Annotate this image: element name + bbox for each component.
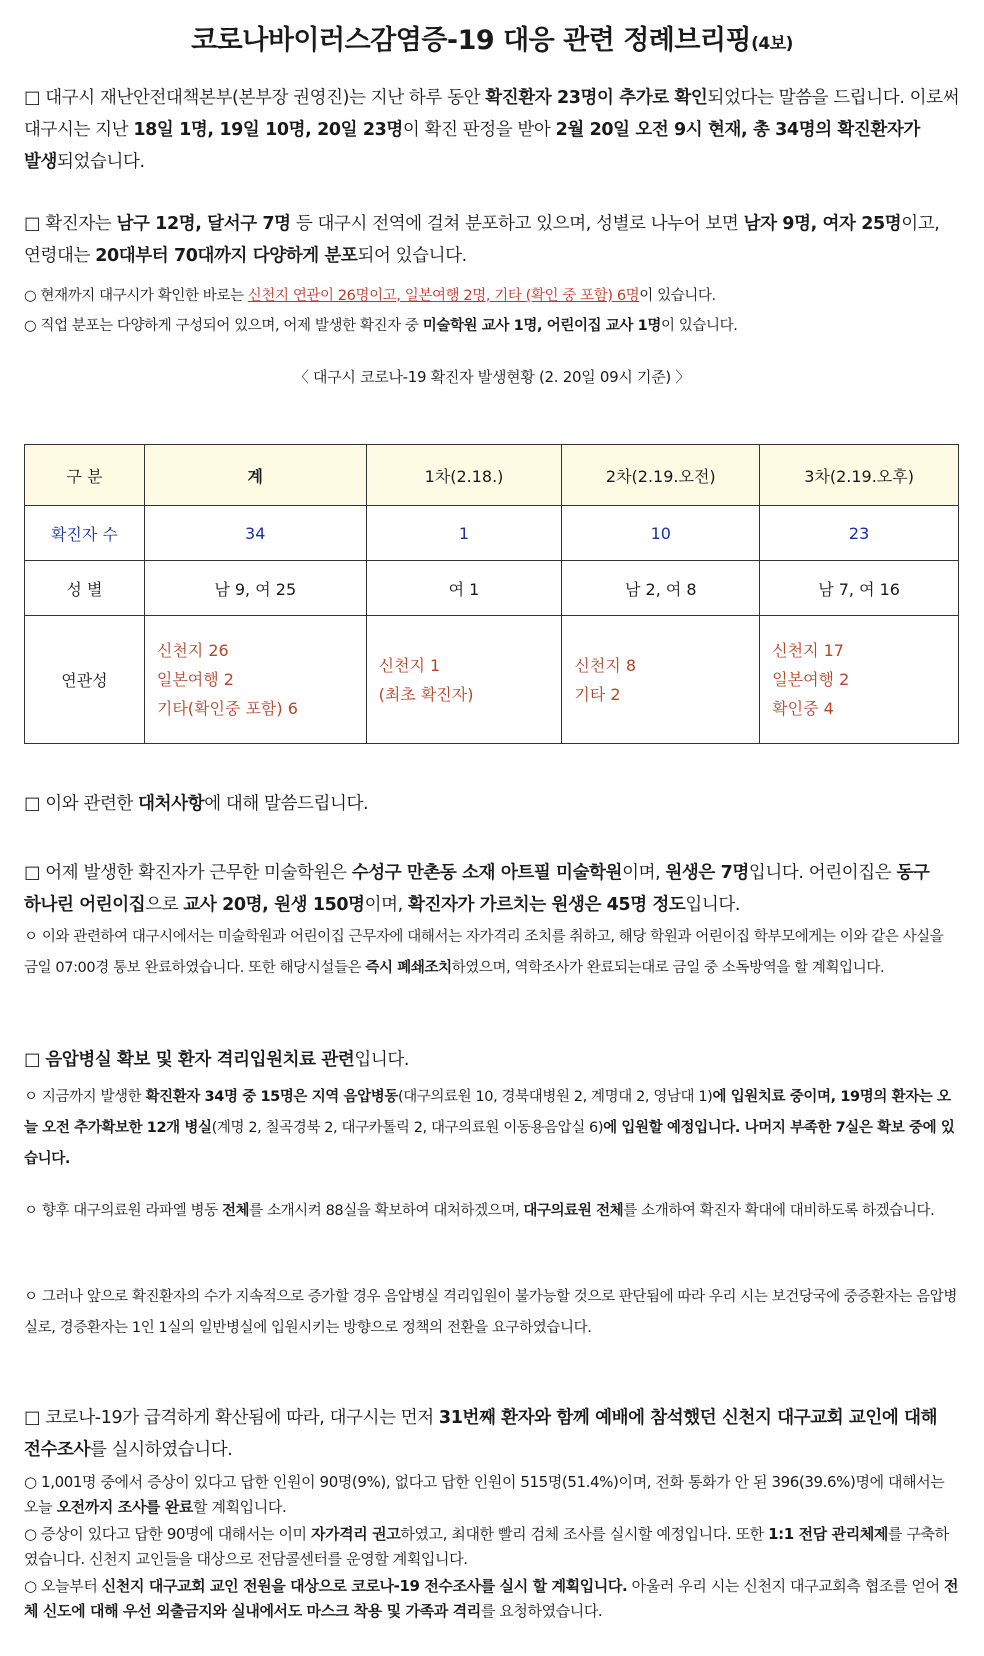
text: 에 대해 말씀드립니다. (204, 794, 369, 814)
table-cell (144, 616, 366, 744)
text: 입니다. (685, 895, 741, 915)
paragraph-measures (24, 788, 960, 820)
bold-text: 대처사항 (138, 794, 205, 814)
cell-line: 신천지 17 (772, 641, 844, 660)
bold-text: 오전까지 조사를 완료 (56, 1498, 194, 1516)
paragraph-academy (24, 857, 960, 921)
text: 이며, (622, 863, 666, 883)
text: ○ 현재까지 대구시가 확인한 바로는 (24, 288, 248, 304)
text: 를 실시하였습니다. (90, 1440, 233, 1460)
bold-text: 에 입원치료 중이며, 19명의 환자는 오늘 오전 추가확보한 12개 병실 (24, 1089, 951, 1136)
text: ○ 1,001명 중에서 증상이 있다고 답한 인원이 90명(9%), 없다고 답한 인원이 515명(51.4%)이며, 전화 통화가 안 된 396(39.6%)명에 대해서는 오늘 (24, 1473, 945, 1516)
table-cell: 10 (562, 506, 760, 561)
text: ㅇ 이와 관련하여 대구시에서는 미술학원과 어린이집 근무자에 대해서는 자가격리 조치를 취하고, 해당 학원과 어린이집 학부모에게는 이와 같은 사실을 금일 07:00경 통보 완료하였습니다. 또한 해당시설들은 (24, 929, 944, 976)
sub-item-survey-results (24, 1470, 960, 1520)
table-cell (562, 616, 760, 744)
text: ○ 증상이 있다고 답한 90명에 대해서는 이미 (24, 1525, 311, 1543)
bold-text: 수성구 만촌동 소재 아트필 미술학원 (351, 863, 623, 883)
bold-text: 전체 (221, 1203, 250, 1219)
highlight-text: 신천지 연관이 26명이고, 일본여행 2명, 기타 (확인 중 포함) 6명 (247, 288, 640, 304)
table-cell: 남 7, 여 16 (760, 561, 959, 616)
text: (대구의료원 10, 경북대병원 2, 계명대 2, 영남대 1) (397, 1089, 713, 1105)
text: 이며, (364, 895, 409, 915)
title-text: 코로나바이러스감염증-19 대응 관련 정례브리핑 (191, 25, 752, 56)
row-label: 연관성 (25, 616, 145, 744)
text: ○ 직업 분포는 다양하게 구성되어 있으며, 어제 발생한 확진자 중 (24, 318, 423, 334)
table-cell: 1 (366, 506, 562, 561)
sub-item-relations (24, 282, 960, 310)
cases-table (24, 444, 959, 744)
text: (계명 2, 칠곡경북 2, 대구카톨릭 2, 대구의료원 이동용음압실 6) (211, 1120, 604, 1136)
text: 되었다는 말씀을 드립니다. 이로써 대구시는 지난 (24, 88, 960, 140)
text: 되었습니다. (57, 152, 145, 172)
text: 이 있습니다. (660, 318, 738, 334)
text: 되어 있습니다. (357, 246, 467, 266)
text: 할 계획입니다. (193, 1498, 287, 1516)
row-label: 확진자 수 (25, 506, 145, 561)
bold-text: 에 입원할 예정입니다. 나머지 부족한 7실은 확보 중에 있습니다. (24, 1120, 955, 1167)
text: ○ 오늘부터 (24, 1577, 102, 1595)
bold-text: 남자 9명, 여자 25명 (743, 214, 902, 234)
table-cell (760, 616, 959, 744)
text: 를 요청하였습니다. (480, 1602, 603, 1620)
paragraph-shincheonji-survey (24, 1402, 960, 1466)
text: 하였으며, 역학조사가 완료되는대로 금일 중 소독방역을 할 계획입니다. (451, 960, 885, 976)
bold-text: 대구의료원 전체 (523, 1203, 624, 1219)
table-cell: 23 (760, 506, 959, 561)
text: □ (24, 1050, 46, 1070)
header-round1: 1차(2.18.) (366, 445, 562, 506)
sub-item-policy-change (24, 1282, 960, 1344)
bold-text: 확진환자 34명 중 15명은 지역 음압병동 (145, 1089, 398, 1105)
text: 입니다. 어린이집은 (748, 863, 897, 883)
title-suffix: (4보) (751, 34, 793, 54)
bold-text: 1:1 전담 관리체제 (768, 1525, 888, 1543)
cell-line: 일본여행 2 (156, 670, 234, 689)
sub-item-self-isolation (24, 1522, 960, 1572)
text: 입니다. (354, 1050, 410, 1070)
text: 이 확진 판정을 받아 (402, 120, 556, 140)
text: □ 코로나-19가 급격하게 확산됨에 따라, 대구시는 먼저 (24, 1408, 439, 1428)
header-round2: 2차(2.19.오전) (562, 445, 760, 506)
table-header-row (25, 445, 959, 506)
text: 이고, 연령대는 (24, 214, 940, 266)
table-cell (366, 616, 562, 744)
table-row-relation (25, 616, 959, 744)
cell-line: (최초 확진자) (378, 684, 474, 704)
text: □ 확진자는 (24, 214, 117, 234)
bold-text: 전체 신도에 대해 우선 외출금지와 실내에서도 마스크 착용 및 가족과 격리 (24, 1577, 959, 1620)
bold-text: 2월 20일 오전 9시 현재, 총 34명의 확진환자가 발생 (24, 120, 920, 172)
text: 를 소개하여 확진자 확대에 대비하도록 하겠습니다. (623, 1203, 935, 1219)
cell-line: 신천지 1 (378, 655, 441, 675)
table-caption: 〈 대구시 코로나-19 확진자 발생현황 (2. 20일 09시 기준) 〉 (293, 368, 691, 386)
text: □ 어제 발생한 확진자가 근무한 미술학원은 (24, 863, 352, 883)
sub-item-full-survey (24, 1574, 960, 1624)
header-total: 계 (144, 445, 366, 506)
bold-text: 미술학원 교사 1명, 어린이집 교사 1명 (422, 318, 661, 334)
bold-text: 자가격리 권고 (311, 1525, 401, 1543)
cell-line: 신천지 26 (156, 641, 229, 660)
bold-text: 31번째 환자와 함께 예배에 참석했던 신천지 대구교회 교인에 대해 전수조사 (24, 1408, 938, 1460)
header-category: 구 분 (25, 445, 145, 506)
table-cell: 34 (144, 506, 366, 561)
bold-text: 확진자가 가르치는 원생은 45명 정도 (408, 895, 686, 915)
cell-line: 확인중 4 (772, 699, 834, 718)
text: □ 대구시 재난안전대책본부(본부장 권영진)는 지난 하루 동안 (24, 88, 486, 108)
text: 아울러 우리 시는 신천지 대구교회측 협조를 얻어 (627, 1577, 945, 1595)
bold-text: 18일 1명, 19일 10명, 20일 23명 (133, 120, 403, 140)
bold-text: 즉시 폐쇄조치 (365, 960, 452, 976)
sub-item-hospitalization (24, 1082, 960, 1175)
sub-item-academy-measures (24, 922, 960, 984)
table-row-count (25, 506, 959, 561)
bold-text: 남구 12명, 달서구 7명 (116, 214, 291, 234)
bold-text: 동구 하나린 어린이집 (24, 863, 930, 915)
text: 으로 (145, 895, 184, 915)
cell-line: 일본여행 2 (772, 670, 850, 689)
text: 를 소개시켜 88실을 확보하여 대처하겠으며, (249, 1203, 524, 1219)
row-label: 성 별 (25, 561, 145, 616)
text: 이 있습니다. (639, 288, 716, 304)
table-cell: 여 1 (366, 561, 562, 616)
header-round3: 3차(2.19.오후) (760, 445, 959, 506)
bold-text: 원생은 7명 (665, 863, 749, 883)
table-cell: 남 9, 여 25 (144, 561, 366, 616)
text: ㅇ 향후 대구의료원 라파엘 병동 (24, 1203, 222, 1219)
bold-text: 확진환자 23명이 추가로 확인 (485, 88, 708, 108)
text: 등 대구시 전역에 걸쳐 분포하고 있으며, 성별로 나누어 보면 (290, 214, 744, 234)
bold-text: 20대부터 70대까지 다양하게 분포 (95, 246, 358, 266)
text: 하였고, 최대한 빨리 검체 조사를 실시할 예정입니다. 또한 (400, 1525, 769, 1543)
cell-line: 신천지 8 (574, 655, 637, 675)
paragraph-negative-pressure (24, 1044, 960, 1076)
text: □ 이와 관련한 (24, 794, 139, 814)
cell-line: 기타(확인중 포함) 6 (156, 699, 298, 718)
page-title (0, 0, 984, 57)
paragraph-distribution (24, 208, 960, 272)
table-cell: 남 2, 여 8 (562, 561, 760, 616)
bold-text: 음압병실 확보 및 환자 격리입원치료 관련 (45, 1050, 355, 1070)
cell-line: 기타 2 (574, 684, 621, 704)
sub-item-raphael-ward (24, 1196, 960, 1227)
bold-text: 신천지 대구교회 교인 전원을 대상으로 코로나-19 전수조사를 실시 할 계획입니다. (101, 1577, 628, 1595)
bold-text: 교사 20명, 원생 150명 (183, 895, 365, 915)
table-row-sex (25, 561, 959, 616)
paragraph-confirmed-cases (24, 82, 960, 178)
sub-item-occupations (24, 312, 960, 340)
text: ㅇ 지금까지 발생한 (24, 1089, 146, 1105)
text: 를 구축하였습니다. 신천지 교인들을 대상으로 전담콜센터를 운영할 계획입니다. (24, 1525, 949, 1568)
text: ㅇ 그러나 앞으로 확진환자의 수가 지속적으로 증가할 경우 음압병실 격리입원이 불가능할 것으로 판단됨에 따라 우리 시는 보건당국에 중증환자는 음압병실로, 경증환자는 1인 1실의 일반병실에 입원시키는 방향으로 정책의 전환을 요구하였습니다. (24, 1289, 958, 1336)
